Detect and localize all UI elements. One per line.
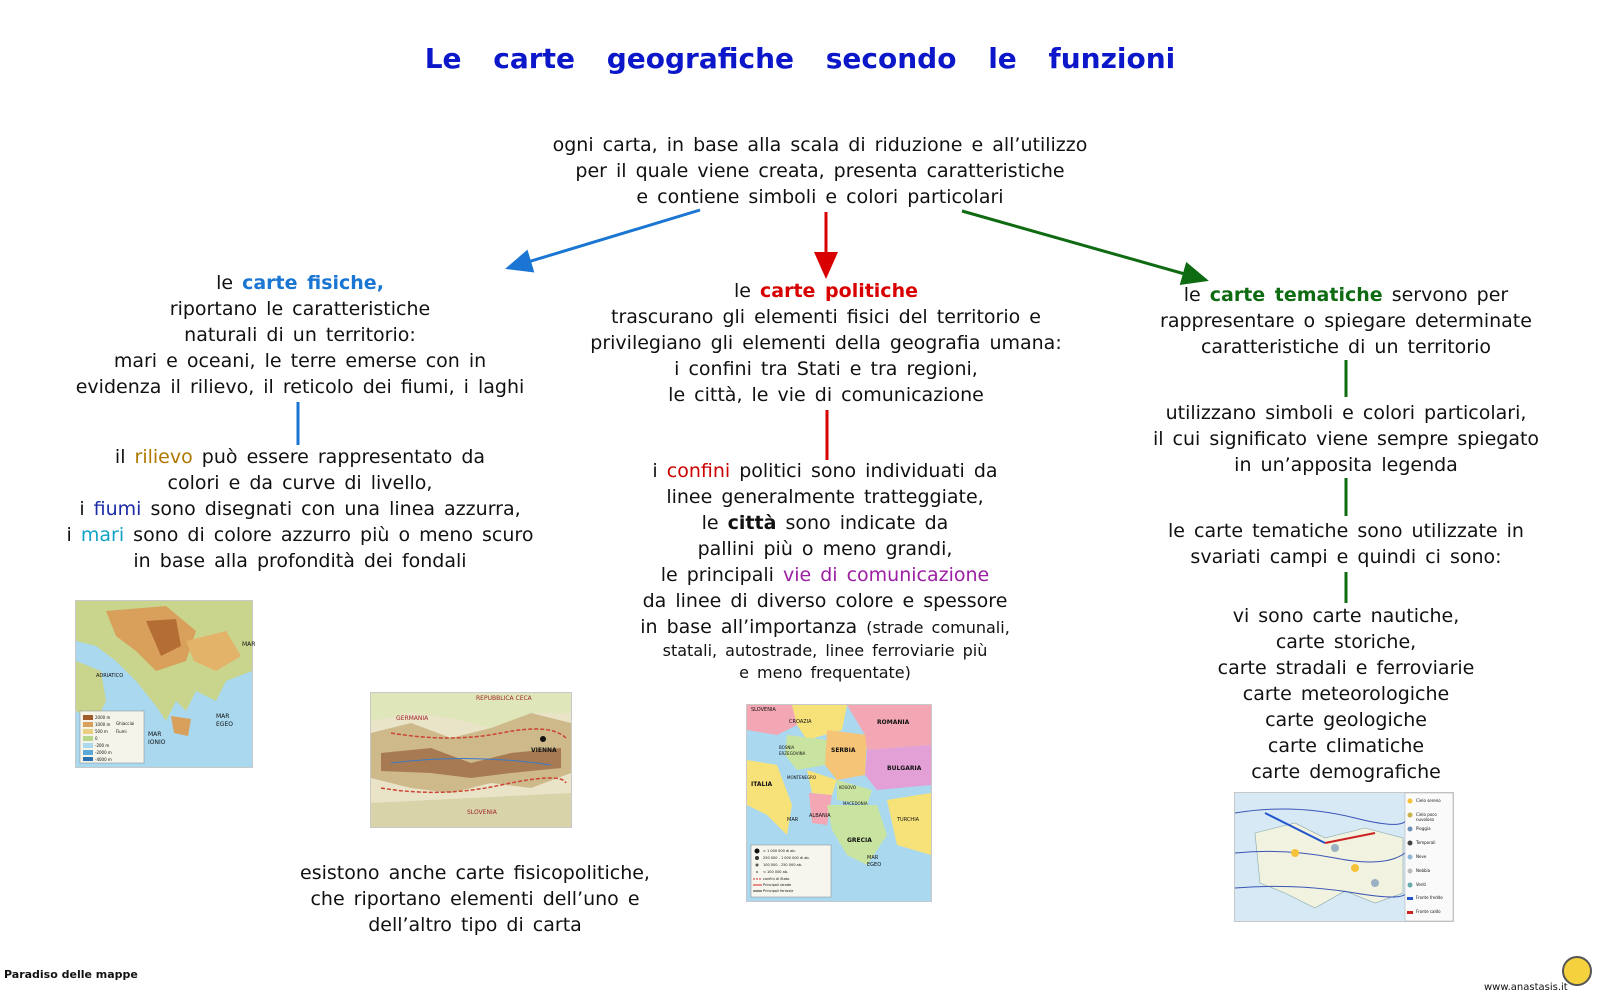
text: utilizzano simboli e colori particolari, bbox=[1165, 402, 1527, 424]
legend-item: Fronte caldo bbox=[1416, 909, 1441, 914]
text: può essere rappresentato da bbox=[201, 446, 486, 468]
text: linee generalmente tratteggiate, bbox=[666, 486, 984, 508]
text: pallini più o meno grandi, bbox=[697, 538, 953, 560]
tematiche-campi-block bbox=[1136, 518, 1556, 570]
map-label: BOSNIA ERZEGOVINA bbox=[779, 745, 806, 756]
legend-item: > 1 000 000 di ab. bbox=[763, 849, 796, 853]
legend-item: Pioggia bbox=[1416, 826, 1431, 831]
text: in un’apposita legenda bbox=[1234, 454, 1458, 476]
fisicopolitiche-block bbox=[270, 860, 680, 938]
legend-item: Cielo poco nuvoloso bbox=[1416, 812, 1437, 822]
politiche-pre: le bbox=[733, 280, 751, 302]
legend-value: -200 m bbox=[95, 743, 110, 748]
map-label: MAR bbox=[867, 855, 879, 861]
text: che riportano elementi dell’uno e bbox=[310, 888, 640, 910]
list-item: carte stradali e ferroviarie bbox=[1217, 657, 1475, 679]
tematiche-simboli-block bbox=[1116, 400, 1576, 478]
term-rilievo: rilievo bbox=[134, 446, 193, 468]
intro-text bbox=[500, 132, 1140, 210]
politiche-line: privilegiano gli elementi della geografia umana: bbox=[590, 332, 1062, 354]
list-item: vi sono carte nautiche, bbox=[1232, 605, 1460, 627]
legend-item: 250 000 - 1 000 000 di ab. bbox=[763, 856, 810, 860]
map-label: ROMANIA bbox=[877, 719, 910, 726]
text: e meno frequentate) bbox=[739, 663, 911, 682]
map-label: MONTENEGRO bbox=[787, 775, 817, 780]
fisiche-line: naturali di un territorio: bbox=[184, 324, 416, 346]
carte-politiche-block bbox=[560, 278, 1092, 408]
map-label: ITALIA bbox=[751, 781, 773, 788]
physical-map-balkans bbox=[75, 600, 256, 768]
text: le principali bbox=[660, 564, 774, 586]
text: i bbox=[652, 460, 658, 482]
fisiche-line: evidenza il rilievo, il reticolo dei fiumi, i laghi bbox=[75, 376, 525, 398]
tematiche-keyword: carte tematiche bbox=[1209, 284, 1383, 306]
legend-value: 1000 m bbox=[95, 722, 111, 727]
legend-item: 100 000 - 250 000 ab. bbox=[763, 863, 803, 867]
intro-line: per il quale viene creata, presenta caratteristiche bbox=[575, 160, 1065, 182]
map-label: TURCHIA bbox=[897, 817, 920, 823]
map-label: EGEO bbox=[867, 862, 882, 868]
legend-value: Fiumi bbox=[116, 729, 127, 734]
text: in base alla profondità dei fondali bbox=[133, 550, 467, 572]
map-label: MAR bbox=[216, 713, 230, 720]
page-title: Le carte geografiche secondo le funzioni bbox=[424, 42, 1176, 75]
map-label: MAR bbox=[148, 731, 162, 738]
text: il bbox=[114, 446, 126, 468]
text: dell’altro tipo di carta bbox=[368, 914, 582, 936]
legend-value: -2000 m bbox=[95, 750, 112, 755]
fisiche-line: mari e oceani, le terre emerse con in bbox=[113, 350, 487, 372]
map-label: KOSOVO bbox=[839, 785, 856, 790]
text: (strade comunali, bbox=[866, 618, 1010, 637]
carte-tematiche-block bbox=[1128, 282, 1564, 360]
text: politici sono individuati da bbox=[739, 460, 998, 482]
map-label: GRECIA bbox=[847, 837, 872, 844]
legend-item: Principali ferrovie bbox=[763, 889, 794, 893]
map-label: ADRIATICO bbox=[96, 673, 124, 679]
map-label: REPUBBLICA CECA bbox=[476, 695, 532, 702]
arrow-tematiche bbox=[962, 211, 1206, 280]
tematiche-pre: le bbox=[1183, 284, 1201, 306]
fisiche-detail-block bbox=[30, 444, 570, 574]
politiche-detail-block bbox=[590, 458, 1060, 684]
map-label: BULGARIA bbox=[887, 765, 922, 772]
legend-value: 0 bbox=[95, 736, 98, 741]
political-map-balkans bbox=[746, 704, 932, 902]
term-mari: mari bbox=[80, 524, 125, 546]
legend-item: Neve bbox=[1416, 854, 1427, 859]
text: le bbox=[701, 512, 719, 534]
politiche-line: trascurano gli elementi fisici del territorio e bbox=[611, 306, 1041, 328]
list-item: carte storiche, bbox=[1275, 631, 1417, 653]
map-label: MAR bbox=[242, 641, 256, 648]
term-citta: città bbox=[727, 512, 777, 534]
legend-item: confini di Stato bbox=[763, 877, 790, 881]
footer-credit: Paradiso delle mappe bbox=[4, 968, 138, 981]
carte-fisiche-block bbox=[40, 270, 560, 400]
map-label: IONIO bbox=[148, 739, 166, 746]
text: statali, autostrade, linee ferroviarie più bbox=[662, 641, 988, 660]
text: i bbox=[79, 498, 85, 520]
map-label: SERBIA bbox=[831, 747, 856, 754]
politiche-keyword: carte politiche bbox=[760, 280, 918, 302]
text: da linee di diverso colore e spessore bbox=[642, 590, 1008, 612]
weather-map bbox=[1234, 792, 1454, 922]
intro-line: e contiene simboli e colori particolari bbox=[636, 186, 1004, 208]
map-label: MACEDONIA bbox=[843, 801, 868, 806]
map-label: MAR bbox=[787, 817, 799, 823]
footer-website-link[interactable]: www.anastasis.it bbox=[1484, 982, 1568, 993]
text: sono disegnati con una linea azzurra, bbox=[150, 498, 521, 520]
map-label: VIENNA bbox=[531, 747, 557, 754]
legend-item: Principali strade bbox=[763, 883, 792, 887]
arrow-fisiche bbox=[508, 210, 700, 268]
tematiche-elenco-block bbox=[1176, 603, 1516, 785]
text: colori e da curve di livello, bbox=[167, 472, 433, 494]
tematiche-line: caratteristiche di un territorio bbox=[1200, 336, 1492, 358]
term-confini: confini bbox=[666, 460, 731, 482]
list-item: carte climatiche bbox=[1267, 735, 1425, 757]
tematiche-line: rappresentare o spiegare determinate bbox=[1160, 310, 1532, 332]
legend-item: < 100 000 ab. bbox=[763, 870, 789, 874]
legend-item: Nebbia bbox=[1416, 868, 1431, 873]
legend-item: Cielo sereno bbox=[1416, 798, 1441, 803]
legend-value: 500 m bbox=[95, 729, 108, 734]
fisiche-pre: le bbox=[216, 272, 234, 294]
term-fiumi: fiumi bbox=[93, 498, 142, 520]
list-item: carte geologiche bbox=[1265, 709, 1427, 731]
legend-item: Venti bbox=[1416, 882, 1427, 887]
politiche-line: i confini tra Stati e tra regioni, bbox=[674, 358, 978, 380]
politiche-line: le città, le vie di comunicazione bbox=[668, 384, 984, 406]
tematiche-post: servono per bbox=[1391, 284, 1509, 306]
text: esistono anche carte fisicopolitiche, bbox=[300, 862, 650, 884]
legend-item: Temporali bbox=[1416, 840, 1436, 845]
legend-value: -4000 m bbox=[95, 757, 112, 762]
legend-item: Fronte freddo bbox=[1416, 895, 1443, 900]
text: le carte tematiche sono utilizzate in bbox=[1168, 520, 1524, 542]
physical-map-austria bbox=[370, 692, 572, 828]
map-label: GERMANIA bbox=[396, 715, 429, 722]
text: in base all’importanza bbox=[640, 616, 858, 638]
map-label: CROAZIA bbox=[789, 719, 812, 725]
text: sono di colore azzurro più o meno scuro bbox=[133, 524, 534, 546]
intro-line: ogni carta, in base alla scala di riduzione e all’utilizzo bbox=[552, 134, 1088, 156]
term-vie-comunicazione: vie di comunicazione bbox=[782, 564, 990, 586]
text: il cui significato viene sempre spiegato bbox=[1152, 428, 1540, 450]
map-label: SLOVENIA bbox=[467, 809, 497, 816]
fisiche-line: riportano le caratteristiche bbox=[169, 298, 431, 320]
text: i bbox=[66, 524, 72, 546]
text: sono indicate da bbox=[785, 512, 949, 534]
map-label: ALBANIA bbox=[809, 813, 831, 819]
legend-value: Ghiacciai bbox=[116, 721, 135, 726]
map-label: SLOVENIA bbox=[751, 707, 776, 713]
text: svariati campi e quindi ci sono: bbox=[1190, 546, 1502, 568]
legend-value: 2000 m bbox=[95, 715, 111, 720]
fisiche-keyword: carte fisiche, bbox=[242, 272, 384, 294]
list-item: carte meteorologiche bbox=[1242, 683, 1450, 705]
list-item: carte demografiche bbox=[1251, 761, 1441, 783]
map-label: EGEO bbox=[216, 721, 233, 728]
